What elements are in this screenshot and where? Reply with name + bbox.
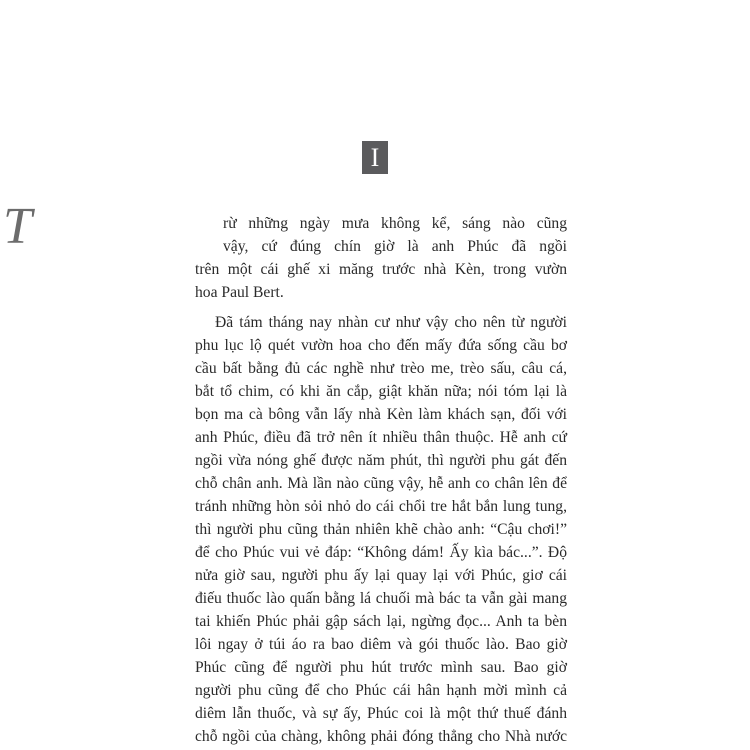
text-line: trên một cái ghế xi măng trước nhà Kèn, trong vườn <box>195 261 567 278</box>
text-line: Đã tám tháng nay nhàn cư như vậy cho nên từ người <box>215 314 567 331</box>
body-text <box>195 212 567 748</box>
drop-cap-letter: T <box>3 198 32 255</box>
paragraph-1 <box>195 212 567 304</box>
text-line: cầu bất bằng đủ các nghề như trèo me, trèo sấu, câu cá, <box>195 360 567 377</box>
text-line: nửa giờ sau, người phu ấy lại quay lại với Phúc, giơ cái <box>195 567 567 584</box>
text-line: bọn ma cà bông vẫn lấy nhà Kèn làm khách sạn, đối với <box>195 406 567 423</box>
chapter-number-badge: I <box>362 141 388 174</box>
text-line: rừ những ngày mưa không kể, sáng nào cũng <box>223 215 567 232</box>
text-line: Phúc cũng để người phu hút trước mình sau. Bao giờ <box>195 659 567 676</box>
text-line: phu lục lộ quét vườn hoa cho đến mấy đứa sống cầu bơ <box>195 337 567 354</box>
text-line: chỗ chân anh. Mà lần nào cũng vậy, hễ anh co chân lên để <box>195 475 567 492</box>
text-line: hoa Paul Bert. <box>195 284 284 301</box>
text-line: tránh những hòn sỏi nhỏ do cái chổi tre hắt bắn lung tung, <box>195 498 567 515</box>
text-line: diêm lẫn thuốc, và sự ấy, Phúc coi là một thứ thuế đánh <box>195 705 567 722</box>
text-line: tai khiến Phúc phải gập sách lại, ngừng đọc... Anh ta bèn <box>195 613 567 630</box>
text-line: lôi ngay ở túi áo ra bao diêm và gói thuốc lào. Bao giờ <box>195 636 567 653</box>
text-line: để cho Phúc vui vẻ đáp: “Không dám! Ấy kìa bác...”. Độ <box>195 544 567 561</box>
paragraph-2 <box>195 311 567 748</box>
text-line: thì người phu cũng thản nhiên khẽ chào anh: “Cậu chơi!” <box>195 521 567 538</box>
text-line: người phu cũng để cho Phúc cái hân hạnh mời mình cả <box>195 682 567 699</box>
text-line: vậy, cứ đúng chín giờ là anh Phúc đã ngồi <box>223 238 567 255</box>
text-line: chỗ ngồi của chàng, không phải đóng thẳng cho Nhà nước <box>195 728 567 745</box>
text-line: ngồi vừa nóng ghế được năm phút, thì người phu gát đến <box>195 452 567 469</box>
text-line: bắt tổ chim, có khi ăn cắp, giật khăn nữa; nói tóm lại là <box>195 383 567 400</box>
text-line: anh Phúc, điều đã trở nên ít nhiều thân thuộc. Hễ anh cứ <box>195 429 567 446</box>
paragraph-gap <box>195 304 567 311</box>
text-line: điếu thuốc lào quấn bằng lá chuối mà bác ta vẫn gài mang <box>195 590 567 607</box>
